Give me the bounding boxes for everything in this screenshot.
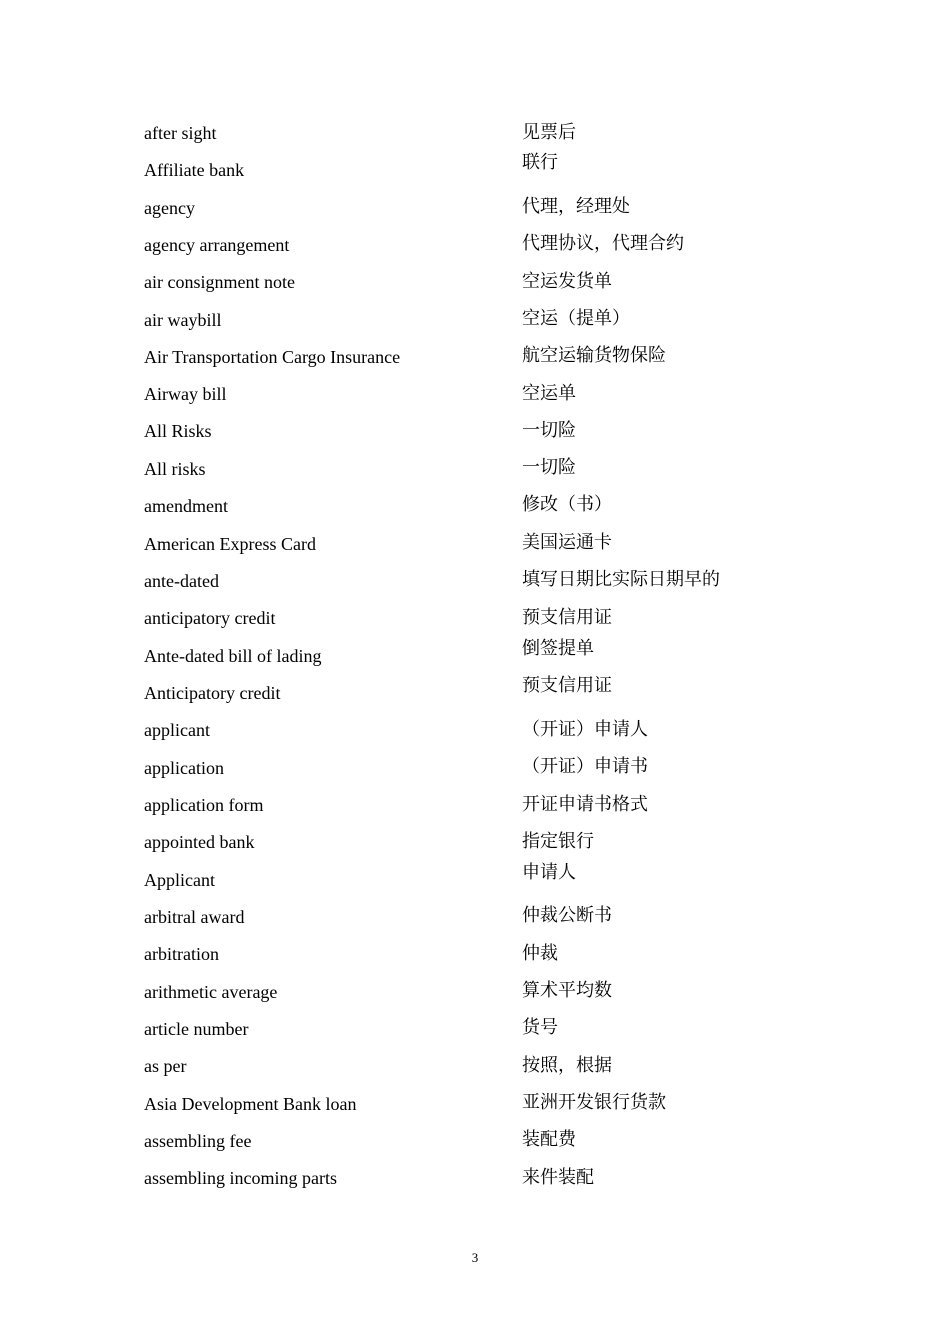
glossary-definition: （开证）申请书 xyxy=(522,756,648,777)
glossary-definition: 亚洲开发银行货款 xyxy=(522,1092,666,1113)
glossary-term: agency xyxy=(144,198,195,218)
glossary-term: agency arrangement xyxy=(144,235,290,255)
glossary-term: anticipatory credit xyxy=(144,608,276,628)
glossary-term: Anticipatory credit xyxy=(144,683,281,703)
glossary-term: assembling fee xyxy=(144,1131,252,1151)
glossary-term: after sight xyxy=(144,123,217,143)
glossary-definition: 一切险 xyxy=(522,420,576,441)
glossary-definition: 装配费 xyxy=(522,1129,576,1150)
glossary-definition: （开证）申请人 xyxy=(522,719,648,740)
glossary-definition: 空运（提单） xyxy=(522,308,630,329)
glossary-term: article number xyxy=(144,1019,249,1039)
glossary-term: Airway bill xyxy=(144,384,227,404)
glossary-definition: 航空运输货物保险 xyxy=(522,345,666,366)
glossary-term: application form xyxy=(144,795,264,815)
glossary-term: arbitral award xyxy=(144,907,245,927)
glossary-definition: 联行 xyxy=(522,152,558,173)
glossary-definition: 修改（书） xyxy=(522,494,612,515)
glossary-term: arithmetic average xyxy=(144,982,278,1002)
glossary-term: Affiliate bank xyxy=(144,160,245,180)
glossary-definition: 算术平均数 xyxy=(522,980,612,1001)
glossary-term: as per xyxy=(144,1056,187,1076)
glossary-term: amendment xyxy=(144,496,228,516)
glossary-definition: 代理，经理处 xyxy=(522,196,630,217)
glossary-term: air waybill xyxy=(144,310,222,330)
glossary-definition: 见票后 xyxy=(522,122,576,143)
glossary-term: Air Transportation Cargo Insurance xyxy=(144,347,401,367)
glossary-definition: 一切险 xyxy=(522,457,576,478)
glossary-definition: 倒签提单 xyxy=(522,638,594,659)
glossary-definition: 预支信用证 xyxy=(522,607,612,628)
glossary-definition: 填写日期比实际日期早的 xyxy=(522,569,720,590)
glossary-definition: 美国运通卡 xyxy=(522,532,612,553)
glossary-term: All Risks xyxy=(144,421,212,441)
glossary-term: American Express Card xyxy=(144,534,316,554)
glossary-definition: 代理协议，代理合约 xyxy=(522,233,684,254)
glossary-definition: 预支信用证 xyxy=(522,675,612,696)
page-number: 3 xyxy=(471,1250,479,1265)
glossary-term: appointed bank xyxy=(144,832,255,852)
glossary-definition: 仲裁公断书 xyxy=(522,905,612,926)
glossary-definition: 指定银行 xyxy=(522,831,594,852)
glossary-term: Ante-dated bill of lading xyxy=(144,646,322,666)
glossary-definition: 空运单 xyxy=(522,383,576,404)
glossary-definition: 仲裁 xyxy=(522,943,558,964)
glossary-term: arbitration xyxy=(144,944,219,964)
glossary-term: ante-dated xyxy=(144,571,219,591)
glossary-term: air consignment note xyxy=(144,272,295,292)
glossary-definition: 空运发货单 xyxy=(522,271,612,292)
glossary-term: assembling incoming parts xyxy=(144,1168,337,1188)
glossary-term: Applicant xyxy=(144,870,215,890)
glossary-definition: 申请人 xyxy=(522,862,576,883)
glossary-definition: 按照，根据 xyxy=(522,1055,612,1076)
glossary-definition: 来件装配 xyxy=(522,1167,594,1188)
glossary-definition: 开证申请书格式 xyxy=(522,794,648,815)
glossary-term: application xyxy=(144,758,224,778)
glossary-term: applicant xyxy=(144,720,210,740)
glossary-term: All risks xyxy=(144,459,206,479)
glossary-term: Asia Development Bank loan xyxy=(144,1094,357,1114)
glossary-definition: 货号 xyxy=(522,1017,558,1038)
